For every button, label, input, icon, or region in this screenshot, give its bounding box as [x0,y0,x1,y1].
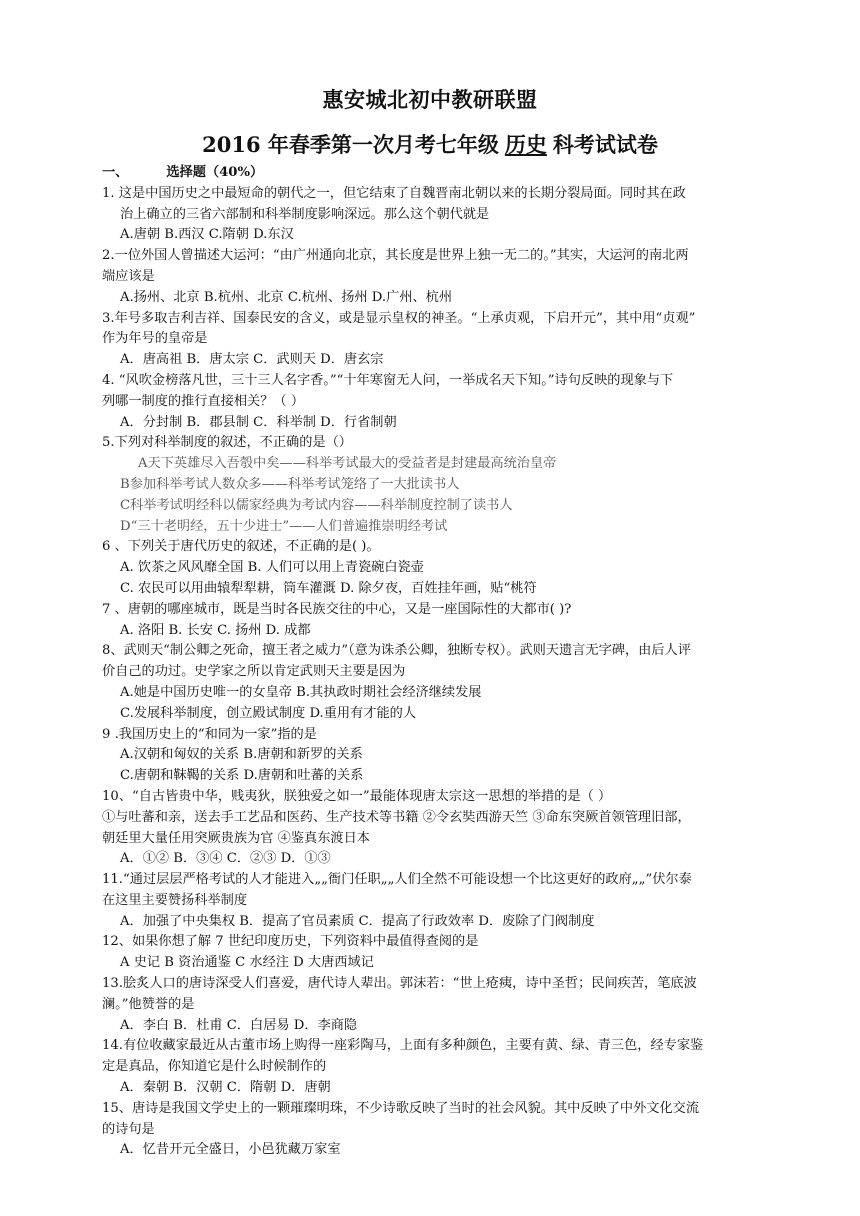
question-line: 澜。”他赞誉的是 [102,996,195,1012]
answer-options: A.汉朝和匈奴的关系 B.唐朝和新罗的关系 [120,747,363,763]
question-line: 4. “风吹金榜落凡世，三十三人名字香。”“十年寒窗无人问，一举成名天下知。”诗句反映的现象与下 [102,372,674,388]
question-line: 10、“自古皆贵中华，贱夷狄，朕独爱之如一”最能体现唐太宗这一思想的举措的是（ ） [102,788,612,804]
section-title: 选择题（40%） [166,165,264,180]
answer-options: A. 洛阳 B. 长安 C. 扬州 D. 成都 [120,622,311,638]
answer-options: A．分封制 B．郡县制 C．科举制 D．行省制朝 [120,414,397,430]
answer-options: A．李白 B．杜甫 C．白居易 D．李商隐 [120,1017,358,1033]
question-line: 9 .我国历史上的“和同为一家”指的是 [102,726,317,742]
question-line: 13.脍炙人口的唐诗深受人们喜爱，唐代诗人辈出。郭沫若：“世上疮痍，诗中圣哲；民间疾苦，笔底波 [102,976,697,992]
section-number: 一、 [102,165,129,180]
question-line: 定是真品，你知道它是什么时候制作的 [102,1059,327,1075]
answer-options: A.唐朝 B.西汉 C.隋朝 D.东汉 [120,227,294,243]
section-heading [102,163,792,184]
answer-option: A．忆昔开元全盛日，小邑犹藏万家室 [120,1142,341,1158]
answer-option: D“三十老明经，五十少进士”——人们普遍推崇明经考试 [120,518,448,534]
exam-title [0,129,860,159]
question-line: 1. 这是中国历史之中最短命的朝代之一，但它结束了自魏晋南北朝以来的长期分裂局面。同时其在政 [102,185,686,201]
question-line: 14.有位收藏家最近从古董市场上购得一座彩陶马，上面有多种颜色，主要有黄、绿、青三色，经专家鉴 [102,1038,704,1054]
answer-options: C. 农民可以用曲辕犁犁耕，筒车灌溉 D. 除夕夜，百姓挂年画，贴“桃符 [120,580,537,596]
question-line: 的诗句是 [102,1121,155,1137]
question-line: 3.年号多取吉利吉祥、国泰民安的含义，或是显示皇权的神圣。“上承贞观，下启开元”，其中用“贞观” [102,310,696,326]
exam-title-suffix: 科考试试卷 [552,132,658,157]
answer-options: C.发展科举制度，创立殿试制度 D.重用有才能的人 [120,705,417,721]
question-line: 列哪一制度的推行直接相关？（ ） [102,393,305,409]
school-title: 惠安城北初中教研联盟 [322,87,538,112]
answer-options: A．①② B．③④ C．②③ D．①③ [120,851,331,867]
question-line: 8、武则天“制公卿之死命，擅王者之威力”（意为诛杀公卿，独断专权）。武则天遗言无字碑，由后人评 [102,643,691,659]
answer-option: C科举考试明经科以儒家经典为考试内容——科举制度控制了读书人 [120,497,513,513]
question-line: 7 、唐朝的哪座城市，既是当时各民族交往的中心，又是一座国际性的大都市( )? [102,601,572,617]
question-line: ①与吐蕃和亲，送去手工艺品和医药、生产技术等书籍 ②令玄奘西游天竺 ③命东突厥首领管理旧部， [102,809,691,825]
answer-options: C.唐朝和靺鞨的关系 D.唐朝和吐蕃的关系 [120,768,364,784]
question-line: 作为年号的皇帝是 [102,331,208,347]
answer-options: A．唐高祖 B．唐太宗 C．武则天 D．唐玄宗 [120,352,384,368]
question-line: 12、如果你想了解 7 世纪印度历史，下列资料中最值得查阅的是 [102,934,479,950]
question-line: 在这里主要赞扬科举制度 [102,892,248,908]
answer-options: A．秦朝 B．汉朝 C．隋朝 D．唐朝 [120,1080,331,1096]
question-line: 价自己的功过。史学家之所以肯定武则天主要是因为 [102,664,406,680]
question-line: 端应该是 [102,268,155,284]
exam-title-prefix: 2016 年春季第一次月考七年级 [202,132,499,157]
answer-option: B参加科举考试人数众多——科举考试笼络了一大批读书人 [120,476,460,492]
question-line: 5.下列对科举制度的叙述，不正确的是（） [102,435,352,451]
question-line: 15、唐诗是我国文学史上的一颗璀璨明珠，不少诗歌反映了当时的社会风貌。其中反映了中外文化交流 [102,1100,700,1116]
question-line: 治上确立的三省六部制和科举制度影响深远。那么这个朝代就是 [120,206,490,222]
question-line: 6 、下列关于唐代历史的叙述，不正确的是( )。 [102,539,380,555]
answer-option: A天下英雄尽入吾彀中矣——科举考试最大的受益者是封建最高统治皇帝 [138,456,557,472]
answer-options: A. 饮茶之风风靡全国 B. 人们可以用上青瓷碗白瓷壶 [120,560,424,576]
question-body [102,163,792,1161]
question-line: 朝廷里大量任用突厥贵族为官 ④鉴真东渡日本 [102,830,370,846]
answer-options: A 史记 B 资治通鉴 C 水经注 D 大唐西域记 [120,955,374,971]
question-line: 11.“通过层层严格考试的人才能进入„„衙门任职„„人们全然不可能设想一个比这更好的政府„„”伏尔泰 [102,872,692,888]
answer-options: A.扬州、北京 B.杭州、北京 C.杭州、扬州 D.广州、杭州 [120,289,453,305]
answer-options: A.她是中国历史唯一的女皇帝 B.其执政时期社会经济继续发展 [120,684,482,700]
exam-subject: 历史 [504,132,547,157]
question-line: 2.一位外国人曾描述大运河：“由广州通向北京，其长度是世界上独一无二的。”其实，大运河的南北两 [102,248,689,264]
answer-options: A．加强了中央集权 B．提高了官员素质 C．提高了行政效率 D．废除了门阀制度 [120,913,595,929]
